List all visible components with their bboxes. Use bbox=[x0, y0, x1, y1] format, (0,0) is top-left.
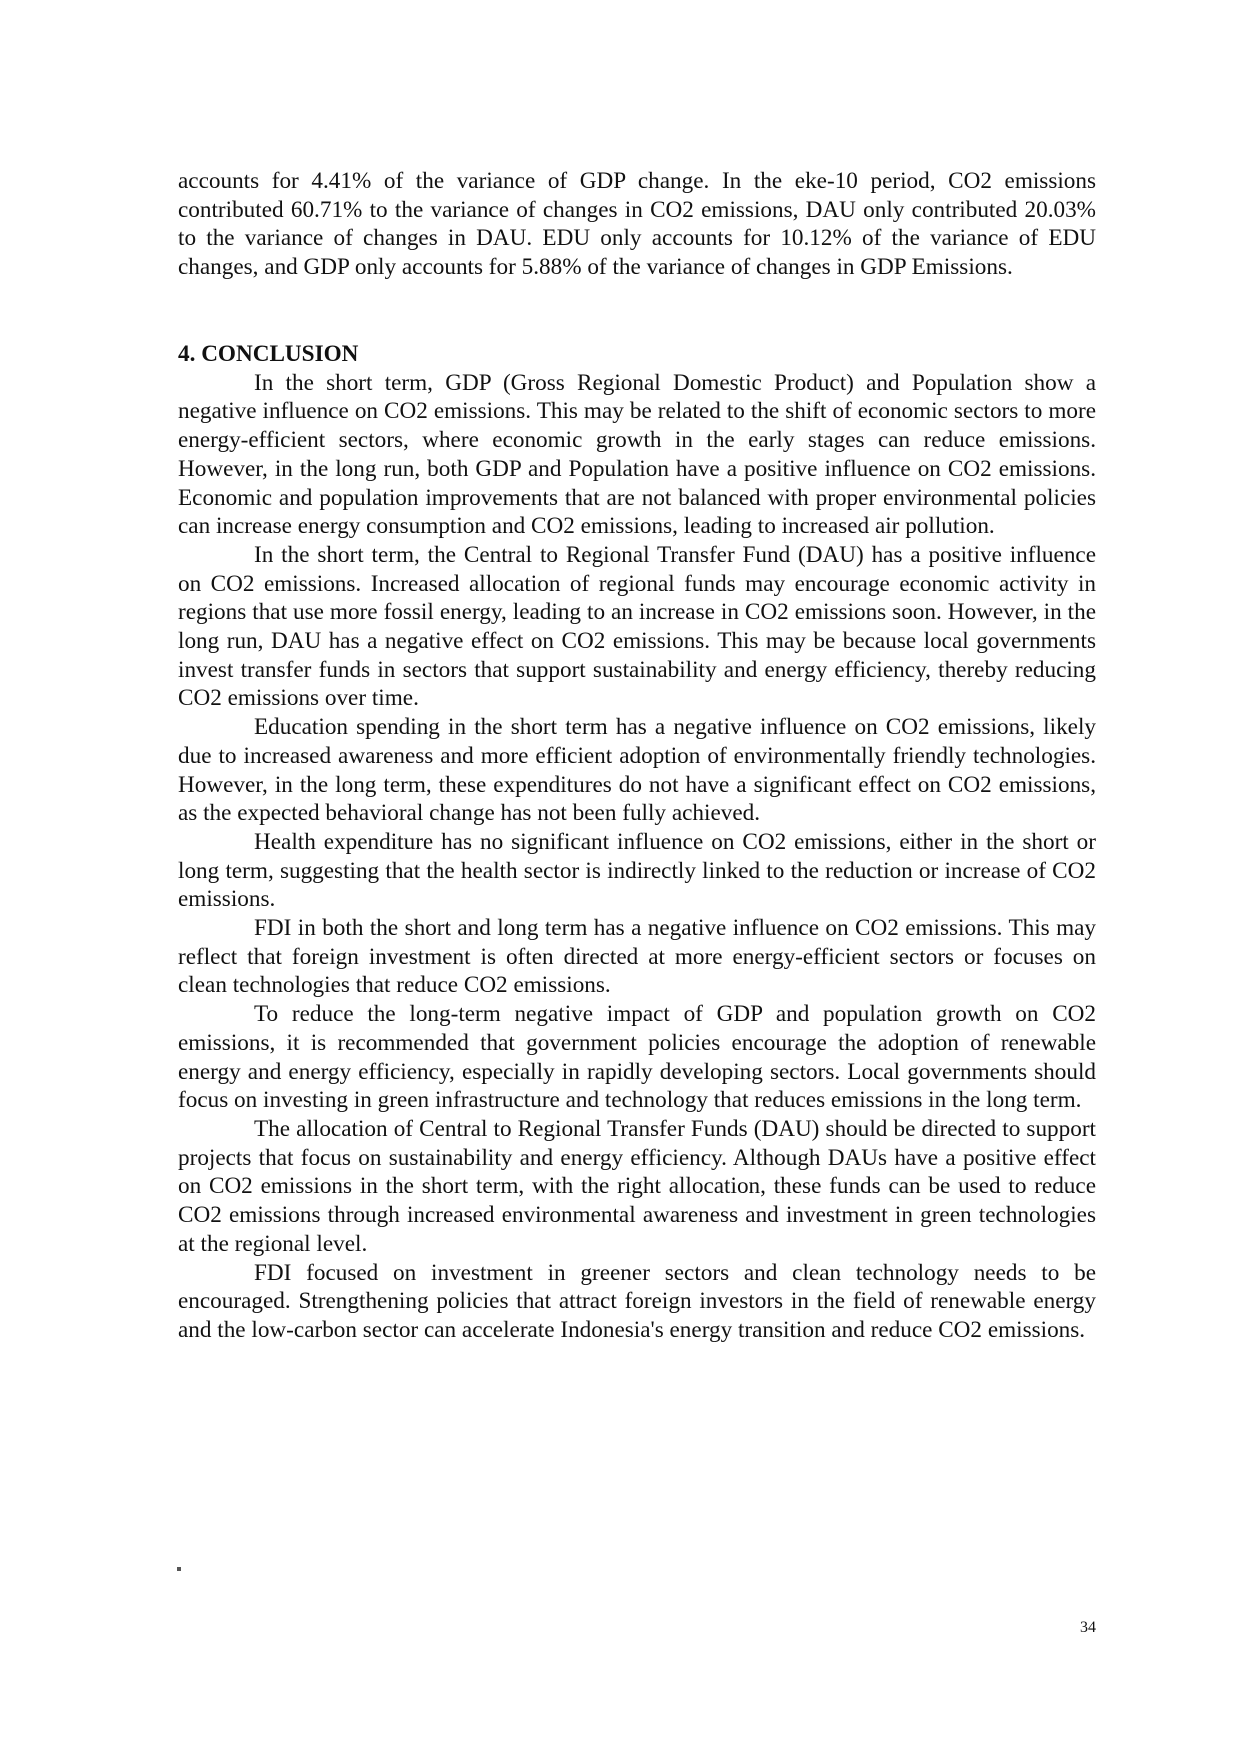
conclusion-paragraph-6: To reduce the long-term negative impact of GDP and population growth on CO2 emissions, it is recommended that government policies encourage the adoption of renewable energy and energy efficiency, especially in rapidly developing sectors. Local governments should focus on investing in green infrastructure and technology that reduces emissions in the long term. bbox=[178, 1001, 1096, 1114]
conclusion-paragraph-8: FDI focused on investment in greener sectors and clean technology needs to be encouraged. Strengthening policies that attract foreign investors in the field of renewable energy and the low-carbon sector can accelerate Indonesia's energy transition and reduce CO2 emissions. bbox=[178, 1259, 1096, 1343]
conclusion-paragraph-3: Education spending in the short term has a negative influence on CO2 emissions, likely due to increased awareness and more efficient adoption of environmentally friendly technologies. However, in the long term, these expenditures do not have a significant effect on CO2 emissions, as the expected behavioral change has not been fully achieved. bbox=[178, 714, 1096, 827]
conclusion-paragraph-5: FDI in both the short and long term has a negative influence on CO2 emissions. This may reflect that foreign investment is often directed at more energy-efficient sectors or focuses on clean technologies that reduce CO2 emissions. bbox=[178, 915, 1096, 999]
conclusion-paragraph-4: Health expenditure has no significant influence on CO2 emissions, either in the short or long term, suggesting that the health sector is indirectly linked to the reduction or increase of CO2 emissions. bbox=[178, 828, 1096, 913]
conclusion-section bbox=[178, 340, 1096, 1345]
opening-paragraph: accounts for 4.41% of the variance of GDP change. In the eke-10 period, CO2 emissions contributed 60.71% to the variance of changes in CO2 emissions, DAU only contributed 20.03% to the variance of changes in DAU. EDU only accounts for 10.12% of the variance of EDU changes, and GDP only accounts for 5.88% of the variance of changes in GDP Emissions. bbox=[178, 168, 1096, 281]
conclusion-paragraph-7: The allocation of Central to Regional Transfer Funds (DAU) should be directed to support projects that focus on sustainability and energy efficiency. Although DAUs have a positive effect on CO2 emissions in the short term, with the right allocation, these funds can be used to reduce CO2 emissions through increased environmental awareness and investment in green technologies at the regional level. bbox=[178, 1115, 1096, 1257]
conclusion-paragraph-1: In the short term, GDP (Gross Regional Domestic Product) and Population show a negative influence on CO2 emissions. This may be related to the shift of economic sectors to more energy-efficient sectors, where economic growth in the early stages can reduce emissions. However, in the long run, both GDP and Population have a positive influence on CO2 emissions. Economic and population improvements that are not balanced with proper environmental policies can increase energy consumption and CO2 emissions, leading to increased air pollution. bbox=[178, 369, 1096, 540]
stray-mark bbox=[177, 1567, 181, 1571]
page-number: 34 bbox=[1080, 1619, 1096, 1636]
conclusion-paragraph-2: In the short term, the Central to Regional Transfer Fund (DAU) has a positive influence on CO2 emissions. Increased allocation of regional funds may encourage economic activity in regions that use more fossil energy, leading to an increase in CO2 emissions soon. However, in the long run, DAU has a negative effect on CO2 emissions. This may be because local governments invest transfer funds in sectors that support sustainability and energy efficiency, thereby reducing CO2 emissions over time. bbox=[178, 541, 1096, 712]
section-heading: 4. CONCLUSION bbox=[178, 341, 359, 367]
